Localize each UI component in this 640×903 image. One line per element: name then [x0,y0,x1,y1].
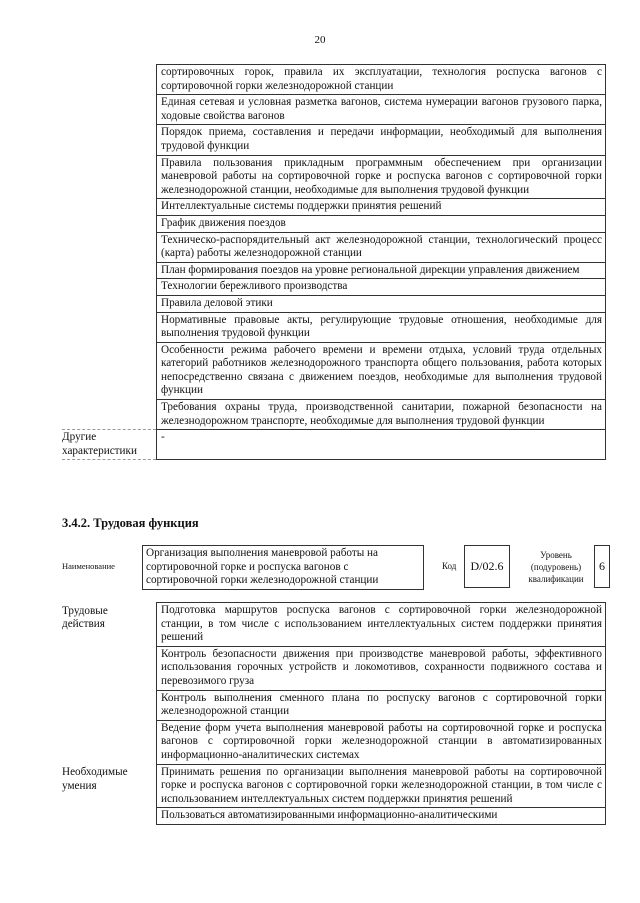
level-label: Уровень (подуровень) квалификации [528,550,584,584]
table-cell: Единая сетевая и условная разметка вагонов, система нумерации вагонов грузового парка, ходовые свойства вагонов [157,95,606,125]
code-label: Код [442,561,457,571]
table-cell: Требования охраны труда, производственной санитарии, пожарной безопасности на железнодорожном транспорте, необходимые для выполнения трудовой функции [157,400,606,430]
page-number: 20 [314,34,326,46]
skills-label: Необходимые умения [62,766,128,792]
table-cell: Интеллектуальные системы поддержки принятия решений [157,199,606,216]
table-cell: Порядок приема, составления и передачи информации, необходимый для выполнения трудовой функции [157,125,606,155]
function-header [62,545,606,589]
table-cell: Подготовка маршрутов роспуска вагонов с сортировочной горки железнодорожной станции, в том числе с использованием интеллектуальных систем поддержки принятия решений [157,603,606,647]
table-cell: Нормативные правовые акты, регулирующие трудовые отношения, необходимые для выполнения трудовой функции [157,312,606,342]
function-table [62,602,606,825]
table-cell: Правила пользования прикладным программным обеспечением при организации маневровой работы на сортировочной горке и роспуска вагонов с сортировочной горки железнодорожной станции, необходимые для выполнения трудовой функции [157,155,606,199]
level-value: 6 [594,545,610,588]
actions-label: Трудовые действия [62,604,108,631]
other-characteristics-label: Другие характеристики [62,430,157,460]
table-cell: График движения поездов [157,215,606,232]
table-cell: План формирования поездов на уровне региональной дирекции управления движением [157,262,606,279]
table-row [62,65,606,95]
knowledge-table [62,64,606,460]
table-row [62,764,606,808]
code-value: D/02.6 [464,545,510,588]
table-row [62,430,606,460]
table-cell: Ведение форм учета выполнения маневровой работы на сортировочной горке и роспуска вагонов с сортировочной горки железнодорожной станции в автоматизированных информационно-аналитических системах [157,720,606,764]
table-cell: Особенности режима рабочего времени и времени отдыха, условий труда отдельных категорий работников железнодорожного транспорта общего пользования, работа которых непосредственно связана с движением поездов, необходимые для выполнения трудовой функции [157,342,606,399]
table-cell: Технологии бережливого производства [157,279,606,296]
table-row [62,603,606,647]
table-cell: сортировочных горок, правила их эксплуатации, технология роспуска вагонов с сортировочной горки железнодорожной станции [157,65,606,95]
other-characteristics-value: - [157,430,606,460]
section-title: 3.4.2. Трудовая функция [62,516,199,530]
name-value: Организация выполнения маневровой работы на сортировочной горке и роспуска вагонов с сортировочной горки железнодорожной станции [142,545,424,590]
table-cell: Принимать решения по организации выполнения маневровой работы на сортировочной горке и роспуска вагонов с сортировочной горки железнодорожной станции, в том числе с использованием интеллектуальных систем поддержки принятия решений [157,764,606,808]
name-label: Наименование [62,561,115,571]
table-cell: Техническо-распорядительный акт железнодорожной станции, технологический процесс (карта) работы железнодорожной станции [157,232,606,262]
table-cell: Контроль безопасности движения при производстве маневровой работы, эффективного использования горочных устройств и локомотивов, сохранности подвижного состава и перевозимого груза [157,646,606,690]
table-cell: Правила деловой этики [157,295,606,312]
table-cell: Пользоваться автоматизированными информационно-аналитическими [157,808,606,825]
table-cell: Контроль выполнения сменного плана по роспуску вагонов с сортировочной горки железнодорожной станции [157,690,606,720]
